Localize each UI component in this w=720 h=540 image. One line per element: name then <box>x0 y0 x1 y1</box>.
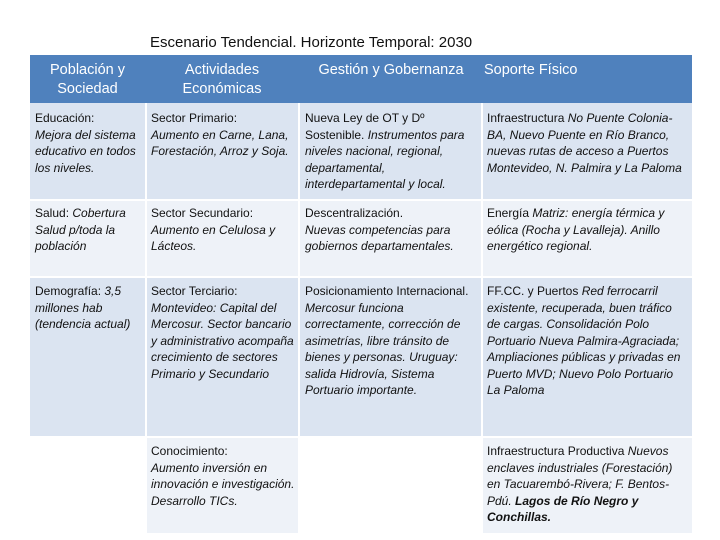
cell-sector-primario <box>151 110 295 160</box>
cell-body: Aumento inversión en innovación e investigación. Desarrollo TICs. <box>151 460 295 508</box>
cell-lead: Demografía: <box>35 284 102 298</box>
cell-body: Instrumentos para niveles nacional, regional, departamental, interdepartamental y local. <box>305 127 465 191</box>
cell-lead: Energía <box>487 206 530 220</box>
header-soporte-fisico <box>484 61 694 80</box>
row-divider <box>30 276 692 278</box>
cell-lead: FF.CC. y Puertos <box>487 284 579 298</box>
cell-body: Matriz: energía térmica y eólica (Rocha y Lavalleja). Anillo energético regional. <box>487 206 665 253</box>
cell-body: Aumento en Carne, Lana, Forestación, Arroz y Soja. <box>151 127 289 158</box>
cell-lead: Sector Secundario: <box>151 206 254 220</box>
cell-lead: Salud: <box>35 206 70 220</box>
header-line: Soporte Físico <box>484 62 578 78</box>
cell-lead: Descentralización. <box>305 206 404 220</box>
cell-body: Mercosur funciona correctamente, corrección de asimetrías, libre tránsito de bienes y personas. Uruguay: salida Hidrovía, Sistema Portuario importante. <box>305 300 461 397</box>
cell-body: Montevideo: Capital del Mercosur. Sector bancario y administrativo acompaña crecimiento de sectores Primario y Secundario <box>151 300 294 381</box>
header-line: Población y <box>50 62 125 78</box>
header-line: Actividades <box>184 62 260 78</box>
cell-posicionamiento <box>305 283 477 399</box>
cell-tail: Lagos de Río Negro y Conchillas. <box>487 493 639 524</box>
cell-lead: Educación: <box>35 111 95 125</box>
cell-infraestructura <box>487 110 687 176</box>
header-gestion-gobernanza: Gestión y Gobernanza <box>318 62 464 78</box>
cell-energia <box>487 205 687 255</box>
cell-educacion <box>35 110 143 176</box>
cell-lead: Conocimiento: <box>151 444 228 458</box>
header-poblacion-sociedad <box>30 61 145 99</box>
column-divider <box>145 103 147 533</box>
row-divider <box>30 199 692 201</box>
cell-sector-secundario <box>151 205 295 255</box>
header-line: Sociedad <box>57 81 118 97</box>
empty-cell <box>30 437 145 533</box>
cell-body: Cobertura Salud p/toda la población <box>35 206 126 253</box>
cell-ffcc-puertos <box>487 283 687 399</box>
column-divider <box>298 103 300 533</box>
cell-salud <box>35 205 143 255</box>
cell-body: Red ferrocarril existente, recuperada, buen tráfico de cargas. Consolidación Polo Portuario Nueva Palmira-Agraciada; Ampliaciones públicas y privadas en Puerto MVD; Nuevo Polo Portuario La Paloma <box>487 284 681 397</box>
cell-conocimiento <box>151 443 295 509</box>
column-divider <box>481 103 483 533</box>
cell-body: No Puente Colonia-BA, Nuevo Puente en Río Branco, nuevas rutas de acceso a Puertos Montevideo, N. Palmira y La Paloma <box>487 111 682 175</box>
header-line: Económicas <box>182 81 262 97</box>
cell-body: Nuevas competencias para gobiernos departamentales. <box>305 222 454 253</box>
empty-cell <box>300 437 482 533</box>
cell-body: Aumento en Celulosa y Lácteos. <box>151 222 276 253</box>
cell-sector-terciario <box>151 283 295 382</box>
cell-lead: Infraestructura <box>487 111 565 125</box>
cell-lead: Nueva Ley de OT y Dº Sostenible. <box>305 111 425 142</box>
cell-body: Nuevos enclaves industriales (Forestación) en Tacuarembó-Rivera; F. Bentos-Pdú. <box>487 444 673 508</box>
cell-lead: Infraestructura Productiva <box>487 444 625 458</box>
cell-demografia <box>35 283 143 333</box>
document-title: Escenario Tendencial. Horizonte Temporal: 2030 <box>150 34 473 51</box>
cell-infraestructura-productiva <box>487 443 687 526</box>
cell-descentralizacion <box>305 205 477 255</box>
cell-body: 3,5 millones hab (tendencia actual) <box>35 284 131 331</box>
header-actividades-economicas <box>147 61 297 99</box>
cell-body: Mejora del sistema educativo en todos los niveles. <box>35 127 136 175</box>
cell-lead: Posicionamiento Internacional. <box>305 284 469 298</box>
cell-nueva-ley-ot <box>305 110 477 193</box>
cell-lead: Sector Terciario: <box>151 284 238 298</box>
cell-lead: Sector Primario: <box>151 111 238 125</box>
row-divider <box>30 436 692 438</box>
